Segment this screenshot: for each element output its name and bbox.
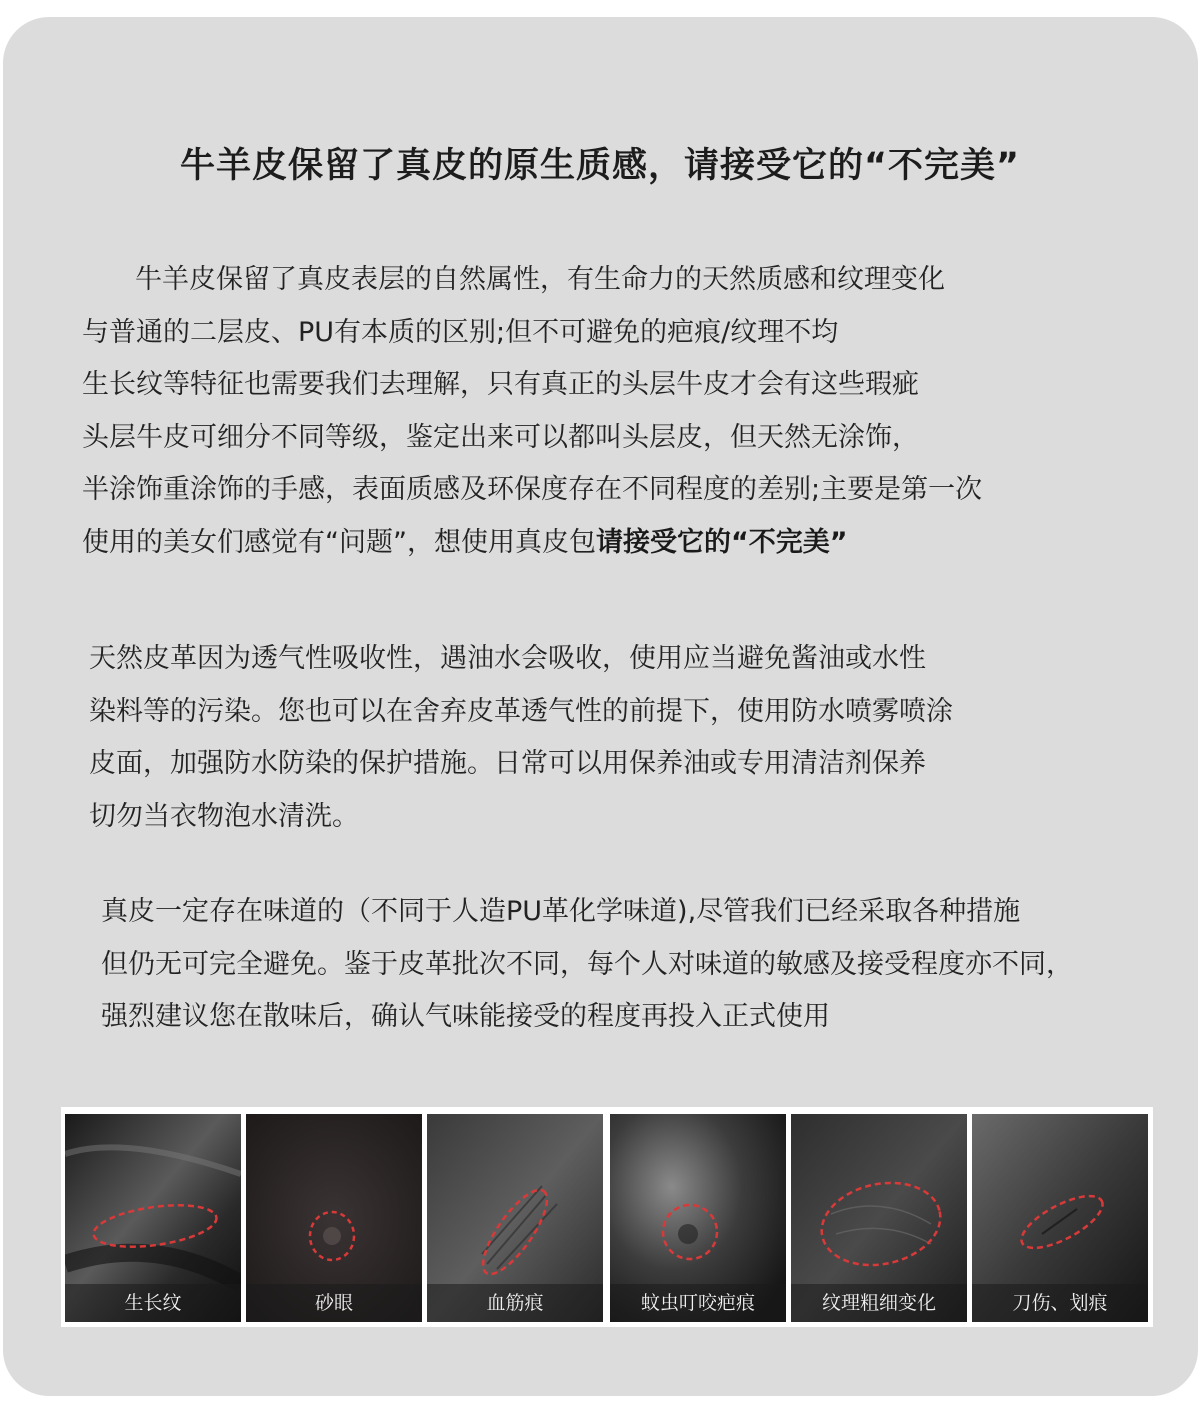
text-line: 染料等的污染。您也可以在舍弃皮革透气性的前提下，使用防水喷雾喷涂 — [89, 695, 953, 727]
defect-tile-growth-lines — [65, 1114, 241, 1322]
defect-tile-blood-vessel-marks — [427, 1114, 603, 1322]
leather-defects-gallery — [61, 1107, 1153, 1327]
defect-caption: 纹理粗细变化 — [791, 1284, 967, 1322]
text-line: 牛羊皮保留了真皮表层的自然属性，有生命力的天然质感和纹理变化 — [135, 264, 945, 295]
text-line: 与普通的二层皮、PU有本质的区别;但不可避免的疤痕/纹理不均 — [82, 316, 839, 348]
defect-tile-texture-variation — [791, 1114, 967, 1322]
defect-tile-pinholes — [246, 1114, 422, 1322]
paragraph-care — [89, 633, 953, 843]
text-line — [82, 517, 982, 570]
defect-caption: 生长纹 — [65, 1284, 241, 1322]
defect-tile-knife-scratches — [972, 1114, 1148, 1322]
text-line: 头层牛皮可细分不同等级，鉴定出来可以都叫头层皮，但天然无涂饰， — [82, 421, 919, 453]
defect-caption: 蚊虫叮咬疤痕 — [610, 1284, 786, 1322]
defect-tile-insect-bite-scars — [610, 1114, 786, 1322]
paragraph-genuine-leather — [82, 254, 982, 570]
text-line: 皮面，加强防水防染的保护措施。日常可以用保养油或专用清洁剂保养 — [89, 748, 926, 780]
text-line: 真皮一定存在味道的（不同于人造PU革化学味道),尽管我们已经采取各种措施 — [101, 896, 1021, 927]
text-emphasis: 请接受它的“不完美” — [595, 526, 848, 558]
text-plain: 使用的美女们感觉有“问题”，想使用真皮包 — [82, 526, 596, 558]
defect-caption: 刀伤、划痕 — [972, 1284, 1148, 1322]
text-line: 切勿当衣物泡水清洗。 — [89, 800, 359, 832]
paragraph-odor — [101, 886, 1073, 1044]
page-title: 牛羊皮保留了真皮的原生质感，请接受它的“不完美” — [179, 146, 1020, 186]
text-line: 生长纹等特征也需要我们去理解，只有真正的头层牛皮才会有这些瑕疵 — [82, 369, 919, 401]
text-line: 强烈建议您在散味后，确认气味能接受的程度再投入正式使用 — [101, 1001, 830, 1033]
text-line: 但仍无可完全避免。鉴于皮革批次不同，每个人对味道的敏感及接受程度亦不同， — [101, 948, 1073, 980]
defect-caption: 血筋痕 — [427, 1284, 603, 1322]
defect-caption: 砂眼 — [246, 1284, 422, 1322]
text-line: 天然皮革因为透气性吸收性，遇油水会吸收，使用应当避免酱油或水性 — [89, 643, 926, 674]
text-line: 半涂饰重涂饰的手感，表面质感及环保度存在不同程度的差别;主要是第一次 — [82, 474, 983, 506]
